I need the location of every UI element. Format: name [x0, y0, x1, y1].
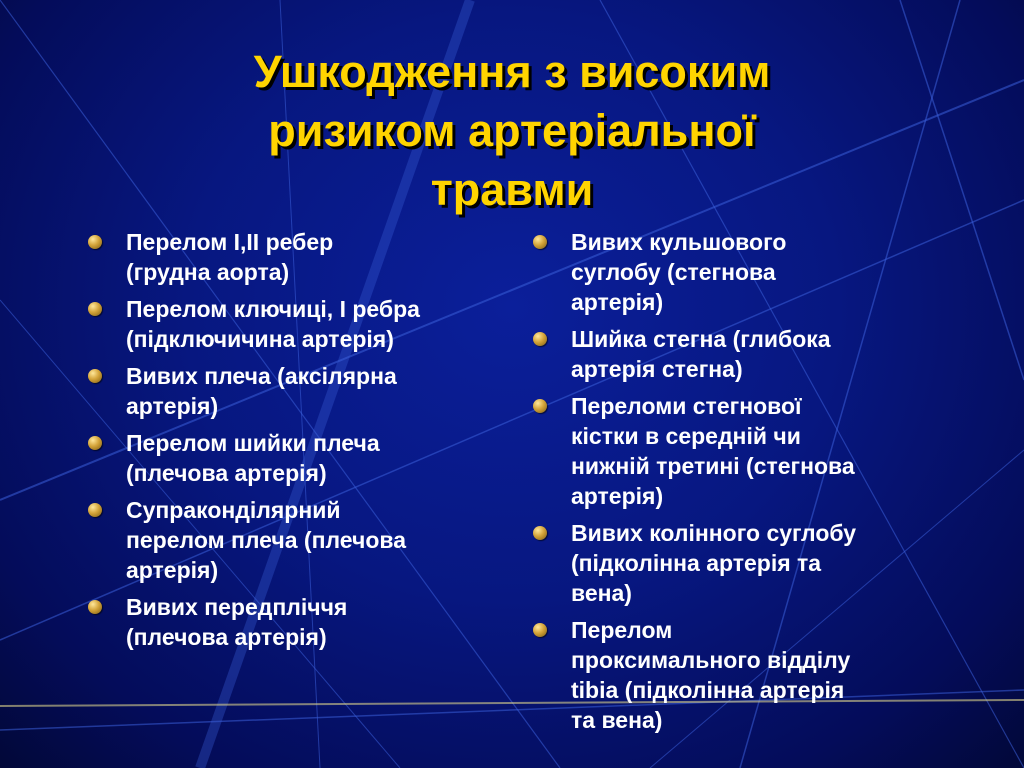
item-line: Перелом ключиці, I ребра — [126, 296, 420, 322]
item-line: Перелом I,II ребер — [126, 229, 334, 255]
list-item — [86, 227, 496, 287]
title-line: травми — [430, 164, 594, 215]
bullet-icon — [88, 503, 102, 517]
list-item — [531, 391, 931, 511]
item-line: Перелом — [571, 617, 673, 643]
list-item — [531, 615, 931, 735]
list-item — [86, 294, 496, 354]
item-line: Вивих передпліччя — [126, 594, 348, 620]
item-line: артерія) — [126, 557, 219, 583]
bullet-icon — [533, 526, 547, 540]
bullet-icon — [88, 235, 102, 249]
list-item — [86, 495, 496, 585]
item-line: кістки в середній чи — [571, 423, 801, 449]
item-line: tibia (підколінна артерія — [571, 677, 845, 703]
item-line: та вена) — [571, 707, 663, 733]
list-item — [86, 361, 496, 421]
item-line: суглобу (стегнова — [571, 259, 776, 285]
item-line: (підколінна артерія та — [571, 550, 822, 576]
item-line: Вивих плеча (аксілярна — [126, 363, 397, 389]
bullet-icon — [533, 235, 547, 249]
list-item — [531, 324, 931, 384]
item-line: артерія стегна) — [571, 356, 743, 382]
bullet-icon — [533, 332, 547, 346]
title-line: Ушкодження з високим — [253, 46, 771, 97]
list-item — [86, 428, 496, 488]
item-line: проксимального відділу — [571, 647, 851, 673]
item-line: (плечова артерія) — [126, 460, 327, 486]
item-line: перелом плеча (плечова — [126, 527, 407, 553]
item-line: нижній третині (стегнова — [571, 453, 855, 479]
item-line: артерія) — [126, 393, 219, 419]
bullet-icon — [533, 399, 547, 413]
item-line: Переломи стегнової — [571, 393, 802, 419]
slide-title — [112, 42, 912, 219]
bullet-icon — [88, 302, 102, 316]
list-item — [531, 227, 931, 317]
item-line: Вивих колінного суглобу — [571, 520, 857, 546]
item-line: вена) — [571, 580, 632, 606]
item-line: Вивих кульшового — [571, 229, 787, 255]
left-injury-list — [86, 227, 496, 659]
list-item — [531, 518, 931, 608]
bullet-icon — [88, 600, 102, 614]
right-injury-list — [531, 227, 931, 742]
list-item — [86, 592, 496, 652]
item-line: артерія) — [571, 289, 664, 315]
bullet-icon — [533, 623, 547, 637]
item-line: артерія) — [571, 483, 664, 509]
item-line: (грудна аорта) — [126, 259, 290, 285]
bullet-icon — [88, 436, 102, 450]
item-line: Супраконділярний — [126, 497, 341, 523]
item-line: (підключичина артерія) — [126, 326, 394, 352]
item-line: (плечова артерія) — [126, 624, 327, 650]
item-line: Перелом шийки плеча — [126, 430, 380, 456]
bullet-icon — [88, 369, 102, 383]
title-line: ризиком артеріальної — [268, 105, 756, 156]
item-line: Шийка стегна (глибока — [571, 326, 831, 352]
